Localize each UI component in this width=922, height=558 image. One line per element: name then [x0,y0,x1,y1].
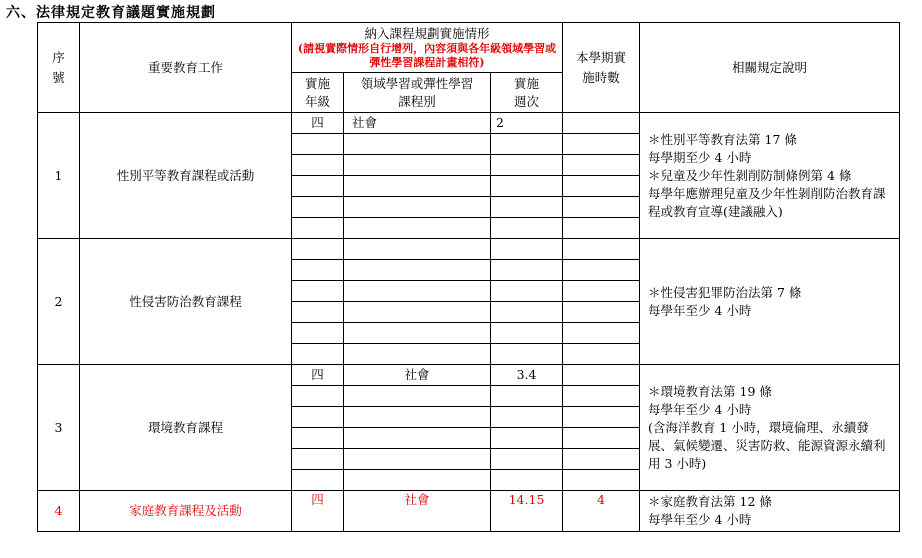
row-task: 環境教育課程 [80,365,292,491]
cell-grade[interactable]: 四 [292,365,344,386]
row-regulation [640,491,900,532]
cell-grade[interactable] [292,470,344,491]
cell-grade[interactable] [292,344,344,365]
cell-domain[interactable] [344,281,491,302]
cell-grade[interactable]: 四 [292,113,344,134]
cell-hours[interactable] [563,365,640,386]
cell-hours[interactable] [563,449,640,470]
cell-hours[interactable] [563,197,640,218]
cell-hours[interactable] [563,344,640,365]
cell-hours[interactable] [563,260,640,281]
cell-domain[interactable] [344,239,491,260]
cell-grade[interactable] [292,386,344,407]
row-task: 家庭教育課程及活動 [80,491,292,532]
cell-domain[interactable] [344,470,491,491]
cell-domain[interactable] [344,218,491,239]
cell-weeks[interactable] [491,386,563,407]
cell-hours[interactable] [563,113,640,134]
cell-weeks[interactable]: 3.4 [491,365,563,386]
cell-hours[interactable]: 4 [563,491,640,532]
cell-weeks[interactable] [491,407,563,428]
table-row [38,365,900,386]
cell-domain[interactable]: 社會 [344,365,491,386]
regulation-line: 每學年應辦理兒童及少年性剝削防治教育課程或教育宣導(建議融入) [648,185,886,219]
cell-domain[interactable] [344,449,491,470]
cell-grade[interactable] [292,323,344,344]
header-seq: 序號 [38,23,80,113]
regulation-line: ＊性侵害犯罪防治法第 7 條 [648,284,802,300]
cell-hours[interactable] [563,176,640,197]
cell-grade[interactable] [292,218,344,239]
cell-grade[interactable] [292,428,344,449]
cell-domain[interactable] [344,176,491,197]
cell-domain[interactable] [344,407,491,428]
cell-hours[interactable] [563,239,640,260]
cell-hours[interactable] [563,470,640,491]
regulation-line: ＊環境教育法第 19 條 [648,383,772,399]
row-task: 性侵害防治教育課程 [80,239,292,365]
cell-weeks[interactable] [491,134,563,155]
header-task: 重要教育工作 [80,23,292,113]
cell-weeks[interactable] [491,218,563,239]
header-hours: 本學期實施時數 [563,23,640,113]
regulation-line: ＊家庭教育法第 12 條 [648,494,772,509]
row-seq: 4 [38,491,80,532]
cell-weeks[interactable] [491,260,563,281]
cell-grade[interactable] [292,281,344,302]
row-seq: 1 [38,113,80,239]
cell-grade[interactable] [292,407,344,428]
cell-weeks[interactable] [491,239,563,260]
cell-weeks[interactable] [491,176,563,197]
cell-grade[interactable] [292,449,344,470]
cell-domain[interactable] [344,386,491,407]
cell-hours[interactable] [563,302,640,323]
cell-hours[interactable] [563,386,640,407]
row-seq: 3 [38,365,80,491]
header-include [292,23,563,73]
cell-weeks[interactable] [491,470,563,491]
row-regulation [640,239,900,365]
cell-domain[interactable]: 社會 [344,113,491,134]
row-regulation [640,365,900,491]
cell-domain[interactable] [344,155,491,176]
cell-weeks[interactable] [491,155,563,176]
cell-weeks[interactable] [491,428,563,449]
cell-domain[interactable] [344,344,491,365]
row-task: 性別平等教育課程或活動 [80,113,292,239]
cell-domain[interactable] [344,302,491,323]
cell-weeks[interactable] [491,449,563,470]
cell-grade[interactable] [292,239,344,260]
cell-weeks[interactable]: 2 [491,113,563,134]
table-row [38,491,900,532]
cell-grade[interactable] [292,302,344,323]
header-include-note: (請視實際情形自行增列，內容須與各年級領域學習或彈性學習課程計畫相符) [297,42,557,69]
regulation-line: ＊兒童及少年性剝削防制條例第 4 條 [648,167,852,183]
cell-weeks[interactable]: 14.15 [491,491,563,532]
cell-weeks[interactable] [491,344,563,365]
cell-hours[interactable] [563,323,640,344]
cell-domain[interactable]: 社會 [344,491,491,532]
header-include-title: 納入課程規劃實施情形 [364,26,490,41]
regulation-line: (含海洋教育 1 小時，環境倫理、永續發展、氣候變遷、災害防救、能源資源永續利用 3 小時) [648,419,886,471]
cell-domain[interactable] [344,323,491,344]
regulation-line: 每學年至少 4 小時 [648,512,752,527]
regulation-line: 每學期至少 4 小時 [648,149,752,165]
header-weeks: 實施週次 [491,73,563,113]
regulation-line: ＊性別平等教育法第 17 條 [648,131,797,147]
cell-hours[interactable] [563,134,640,155]
cell-hours[interactable] [563,281,640,302]
cell-domain[interactable] [344,428,491,449]
cell-grade[interactable] [292,155,344,176]
table-row [38,113,900,134]
cell-grade[interactable]: 四 [292,491,344,532]
cell-domain[interactable] [344,197,491,218]
cell-domain[interactable] [344,134,491,155]
cell-grade[interactable] [292,197,344,218]
regulation-line: 每學年至少 4 小時 [648,302,752,318]
cell-weeks[interactable] [491,197,563,218]
cell-grade[interactable] [292,134,344,155]
cell-hours[interactable] [563,218,640,239]
cell-hours[interactable] [563,407,640,428]
regulation-line: 每學年至少 4 小時 [648,401,752,417]
cell-weeks[interactable] [491,281,563,302]
cell-domain[interactable] [344,260,491,281]
header-regulation: 相關規定說明 [640,23,900,113]
education-plan-table [37,22,900,532]
cell-grade[interactable] [292,260,344,281]
cell-hours[interactable] [563,428,640,449]
section-heading: 六、法律規定教育議題實施規劃 [6,5,216,21]
header-domain: 領域學習或彈性學習課程別 [344,73,491,113]
cell-hours[interactable] [563,155,640,176]
cell-grade[interactable] [292,176,344,197]
row-regulation [640,113,900,239]
row-seq: 2 [38,239,80,365]
cell-weeks[interactable] [491,323,563,344]
cell-weeks[interactable] [491,302,563,323]
header-grade: 實施年級 [292,73,344,113]
table-row [38,239,900,260]
